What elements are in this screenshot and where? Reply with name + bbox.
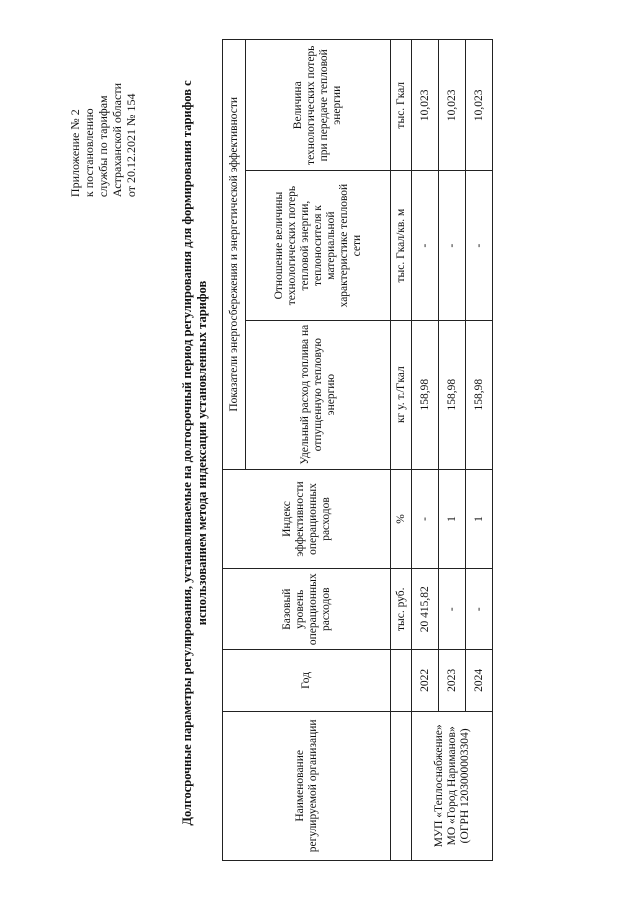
document-page bbox=[60, 23, 580, 883]
cell-fuel-rate: 158,98 bbox=[439, 320, 466, 469]
header-loss-ratio: Отношение величины технологических потерь тепловой энергии, теплоносителя к материальной характеристике тепловой сети bbox=[246, 170, 391, 319]
cell-base-level: - bbox=[439, 568, 466, 649]
cell-loss-ratio: - bbox=[439, 170, 466, 319]
unit-fuel-rate: кг у. т./Гкал bbox=[391, 320, 412, 469]
appendix-line: к постановлению bbox=[82, 107, 96, 197]
cell-efficiency-index: - bbox=[412, 469, 439, 569]
header-efficiency-index: Индекс эффективности операционных расходов bbox=[223, 469, 391, 569]
unit-tech-losses: тыс. Гкал bbox=[391, 39, 412, 170]
document-title: Долгосрочные параметры регулирования, устанавливаемые на долгосрочный период регулирования для формирования тарифов с использованием метода индексации установленных тарифов bbox=[180, 79, 209, 826]
cell-base-level: 20 415,82 bbox=[412, 568, 439, 649]
cell-tech-losses: 10,023 bbox=[412, 39, 439, 170]
header-fuel-rate: Удельный расход топлива на отпущенную тепловую энергию bbox=[246, 320, 391, 469]
header-tech-losses: Величина технологических потерь при передаче тепловой энергии bbox=[246, 39, 391, 170]
unit-efficiency-index: % bbox=[391, 469, 412, 569]
header-year: Год bbox=[223, 649, 391, 711]
unit-base-level: тыс. руб. bbox=[391, 568, 412, 649]
cell-year: 2023 bbox=[439, 649, 466, 711]
cell-loss-ratio: - bbox=[412, 170, 439, 319]
cell-year: 2024 bbox=[466, 649, 493, 711]
cell-year: 2022 bbox=[412, 649, 439, 711]
cell-tech-losses: 10,023 bbox=[466, 39, 493, 170]
cell-base-level: - bbox=[466, 568, 493, 649]
header-org-name: Наименование регулируемой организации bbox=[223, 711, 391, 860]
parameters-table bbox=[222, 39, 493, 861]
cell-efficiency-index: 1 bbox=[439, 469, 466, 569]
unit-cell bbox=[391, 711, 412, 860]
appendix-line: Приложение № 2 bbox=[68, 108, 82, 197]
appendix-line: службы по тарифам bbox=[96, 94, 110, 197]
unit-cell bbox=[391, 649, 412, 711]
appendix-line: от 20.12.2021 № 154 bbox=[124, 93, 138, 197]
unit-loss-ratio: тыс. Гкал/кв. м bbox=[391, 170, 412, 319]
cell-fuel-rate: 158,98 bbox=[412, 320, 439, 469]
table-row bbox=[412, 39, 439, 860]
organization-name: МУП «Теплоснабжение» МО «Город Нариманов» (ОГРН 1203000003304) bbox=[412, 711, 493, 860]
cell-efficiency-index: 1 bbox=[466, 469, 493, 569]
header-base-level: Базовый уровень операционных расходов bbox=[223, 568, 391, 649]
cell-tech-losses: 10,023 bbox=[439, 39, 466, 170]
header-energy-group: Показатели энергосбережения и энергетической эффективности bbox=[223, 39, 246, 469]
appendix-block bbox=[68, 83, 138, 197]
cell-fuel-rate: 158,98 bbox=[466, 320, 493, 469]
appendix-line: Астраханской области bbox=[110, 82, 124, 197]
cell-loss-ratio: - bbox=[466, 170, 493, 319]
